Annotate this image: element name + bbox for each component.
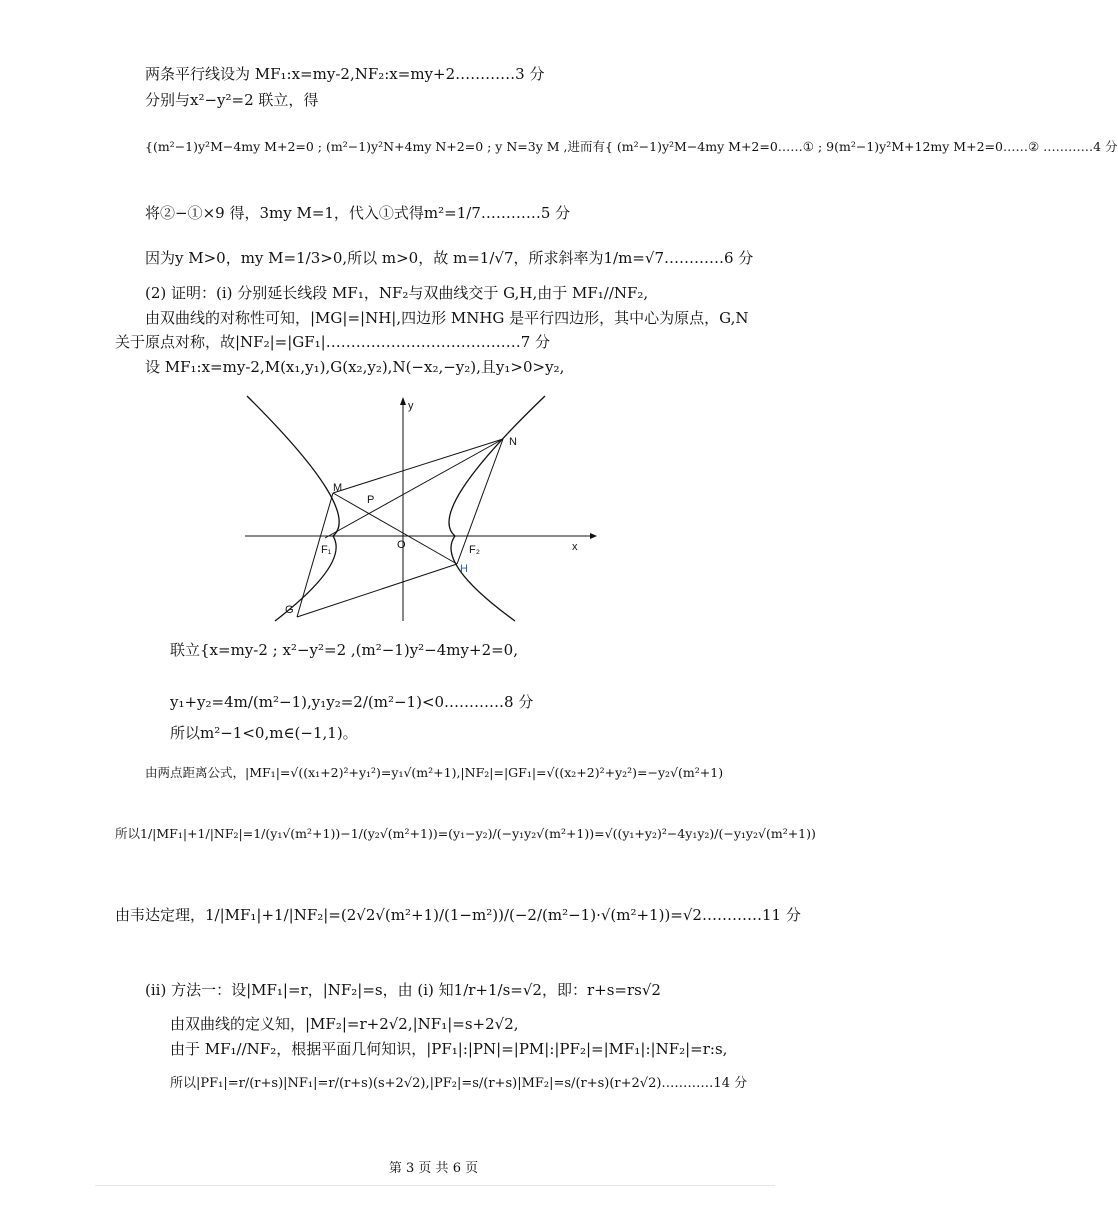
segment-MN [333,439,503,493]
line-13: 由两点距离公式，|MF₁|=√((x₁+2)²+y₁²)=y₁√(m²+1),|NF₂|=|GF₁|=√((x₂+2)²+y₂²)=−y₂√(m²+1) [145,765,724,780]
segment-NF1 [325,439,503,538]
line-8: 关于原点对称，故|NF₂|=|GF₁|…………………………………7 分 [115,333,551,351]
line-18: 由于 MF₁//NF₂，根据平面几何知识，|PF₁|:|PN|=|PM|:|PF₂|=|MF₁|:|NF₂|=r:s, [170,1040,728,1058]
label-P: P [367,494,375,506]
line-14: 所以1/|MF₁|+1/|NF₂|=1/(y₁√(m²+1))−1/(y₂√(m²+1))=(y₁−y₂)/(−y₁y₂√(m²+1))=√((y₁+y₂)²−4y₁y₂)/(−y₁y₂√(m²+1)) [115,826,816,841]
line-12: 所以m²−1<0,m∈(−1,1)。 [170,724,358,742]
line-11: y₁+y₂=4m/(m²−1),y₁y₂=2/(m²−1)<0…………8 分 [170,693,534,711]
line-15: 由韦达定理，1/|MF₁|+1/|NF₂|=(2√2√(m²+1)/(1−m²))/(−2/(m²−1)·√(m²+1))=√2…………11 分 [115,906,801,924]
label-H: H [460,563,468,575]
line-5: 因为y M>0，my M=1/3>0,所以 m>0，故 m=1/√7，所求斜率为1/m=√7…………6 分 [145,249,754,267]
segment-GH [297,564,457,617]
left-branch [247,396,339,621]
line-19: 所以|PF₁|=r/(r+s)|NF₁|=r/(r+s)(s+2√2),|PF₂|=s/(r+s)|MF₂|=s/(r+s)(r+2√2)…………14 分 [170,1076,748,1091]
label-O: O [397,539,406,551]
segment-MF2 [333,493,457,564]
right-branch [449,396,545,621]
label-x: x [572,541,578,553]
line-10: 联立{x=my-2 ; x²−y²=2 ,(m²−1)y²−4my+2=0, [170,641,518,659]
line-6: (2) 证明：(i) 分别延长线段 MF₁，NF₂与双曲线交于 G,H,由于 MF₁//NF₂, [145,284,649,302]
segment-NH [457,439,503,564]
line-16: (ii) 方法一：设|MF₁|=r，|NF₂|=s，由 (i) 知1/r+1/s=√2，即：r+s=rs√2 [145,981,661,999]
x-axis-arrow-icon [590,533,597,539]
label-F2: F₂ [469,544,480,556]
line-9: 设 MF₁:x=my-2,M(x₁,y₁),G(x₂,y₂),N(−x₂,−y₂),且y₁>0>y₂, [145,358,565,376]
page-footer: 第 3 页 共 6 页 [388,1161,479,1176]
label-y: y [408,400,414,412]
line-4: 将②−①×9 得，3my M=1，代入①式得m²=1/7…………5 分 [145,204,571,222]
line-17: 由双曲线的定义知，|MF₂|=r+2√2,|NF₁|=s+2√2, [170,1015,519,1033]
line-3-system: {(m²−1)y²M−4my M+2=0 ; (m²−1)y²N+4my N+2=0 ; y N=3y M ,进而有{ (m²−1)y²M−4my M+2=0……① ; 9(m²−1)y²M+12my M+2=0……② …………4 分 [145,139,1118,154]
label-M: M [333,482,343,494]
line-1: 两条平行线设为 MF₁:x=my-2,NF₂:x=my+2…………3 分 [145,65,545,83]
line-7: 由双曲线的对称性可知，|MG|=|NH|,四边形 MNHG 是平行四边形，其中心为原点，G,N [145,309,749,327]
y-axis-arrow-icon [400,397,406,405]
label-N: N [509,436,517,448]
line-2: 分别与x²−y²=2 联立，得 [145,91,319,109]
footer-rule [95,1185,775,1186]
label-F1: F₁ [321,544,332,556]
hyperbola-figure [245,393,605,623]
label-G: G [285,604,294,616]
